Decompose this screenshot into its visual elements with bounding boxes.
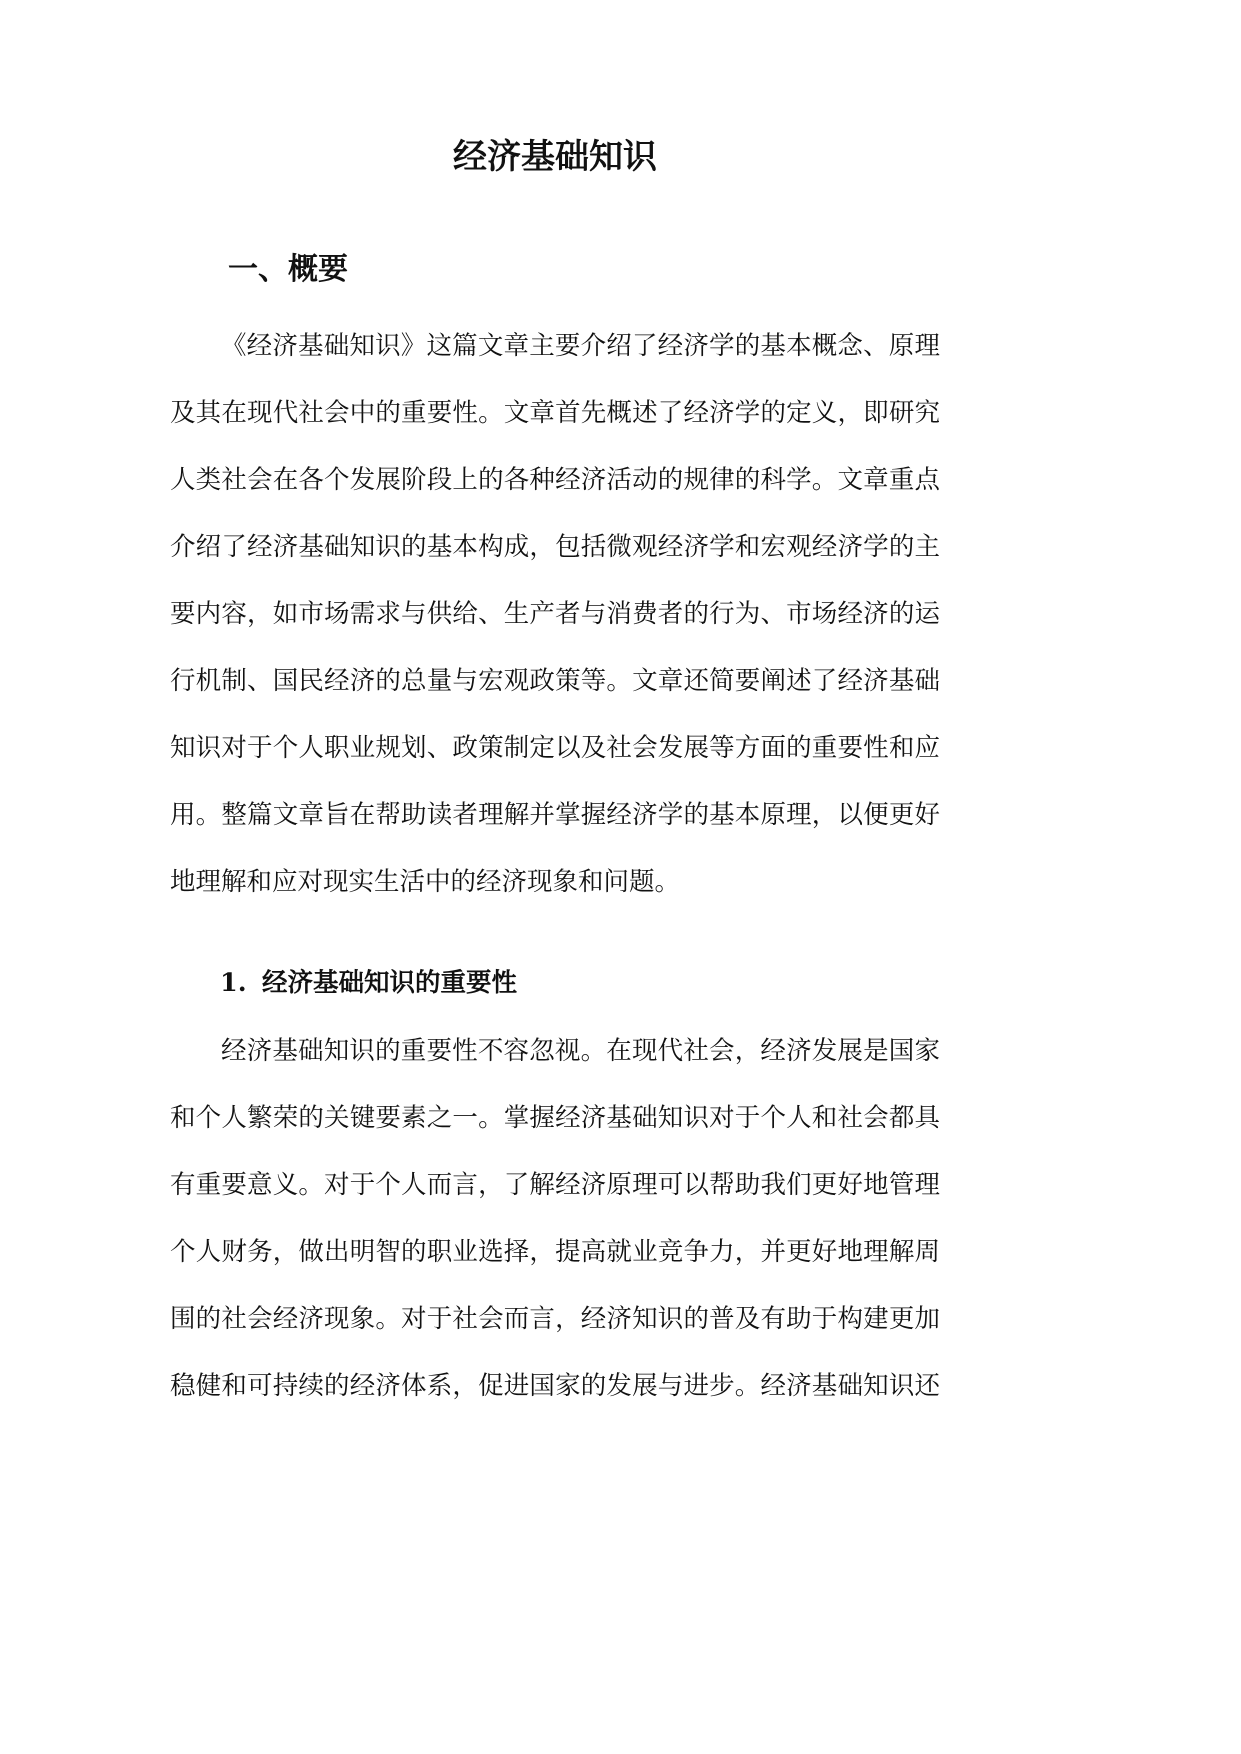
- overview-paragraph: [170, 313, 940, 916]
- paragraph-line: 介绍了经济基础知识的基本构成，包括微观经济学和宏观经济学的主: [170, 532, 940, 562]
- paragraph-line: 和个人繁荣的关键要素之一。掌握经济基础知识对于个人和社会都具: [170, 1103, 940, 1133]
- paragraph-line: 用。整篇文章旨在帮助读者理解并掌握经济学的基本原理，以便更好: [170, 800, 940, 830]
- paragraph-line: 稳健和可持续的经济体系，促进国家的发展与进步。经济基础知识还: [170, 1371, 940, 1401]
- paragraph-line: 经济基础知识的重要性不容忽视。在现代社会，经济发展是国家: [221, 1036, 940, 1066]
- paragraph-line: 行机制、国民经济的总量与宏观政策等。文章还简要阐述了经济基础: [170, 666, 940, 696]
- paragraph-line: 有重要意义。对于个人而言，了解经济原理可以帮助我们更好地管理: [170, 1170, 940, 1200]
- paragraph-line: 及其在现代社会中的重要性。文章首先概述了经济学的定义，即研究: [170, 398, 940, 428]
- paragraph-line: 围的社会经济现象。对于社会而言，经济知识的普及有助于构建更加: [170, 1304, 940, 1334]
- subsection-heading: [220, 950, 517, 1017]
- paragraph-line: 地理解和应对现实生活中的经济现象和问题。: [170, 867, 681, 897]
- paragraph-line: 个人财务，做出明智的职业选择，提高就业竞争力，并更好地理解周: [170, 1237, 940, 1267]
- subsection-title: 经济基础知识的重要性: [262, 968, 518, 998]
- importance-paragraph: [170, 1018, 940, 1420]
- subsection-number: 1.: [220, 968, 247, 998]
- paragraph-line: 要内容，如市场需求与供给、生产者与消费者的行为、市场经济的运: [170, 599, 940, 629]
- paragraph-line: 知识对于个人职业规划、政策制定以及社会发展等方面的重要性和应: [170, 733, 940, 763]
- document-title: 经济基础知识: [453, 137, 657, 177]
- section-heading: 一、概要: [228, 252, 348, 287]
- paragraph-line: 人类社会在各个发展阶段上的各种经济活动的规律的科学。文章重点: [170, 465, 940, 495]
- paragraph-line: 《经济基础知识》这篇文章主要介绍了经济学的基本概念、原理: [221, 331, 940, 361]
